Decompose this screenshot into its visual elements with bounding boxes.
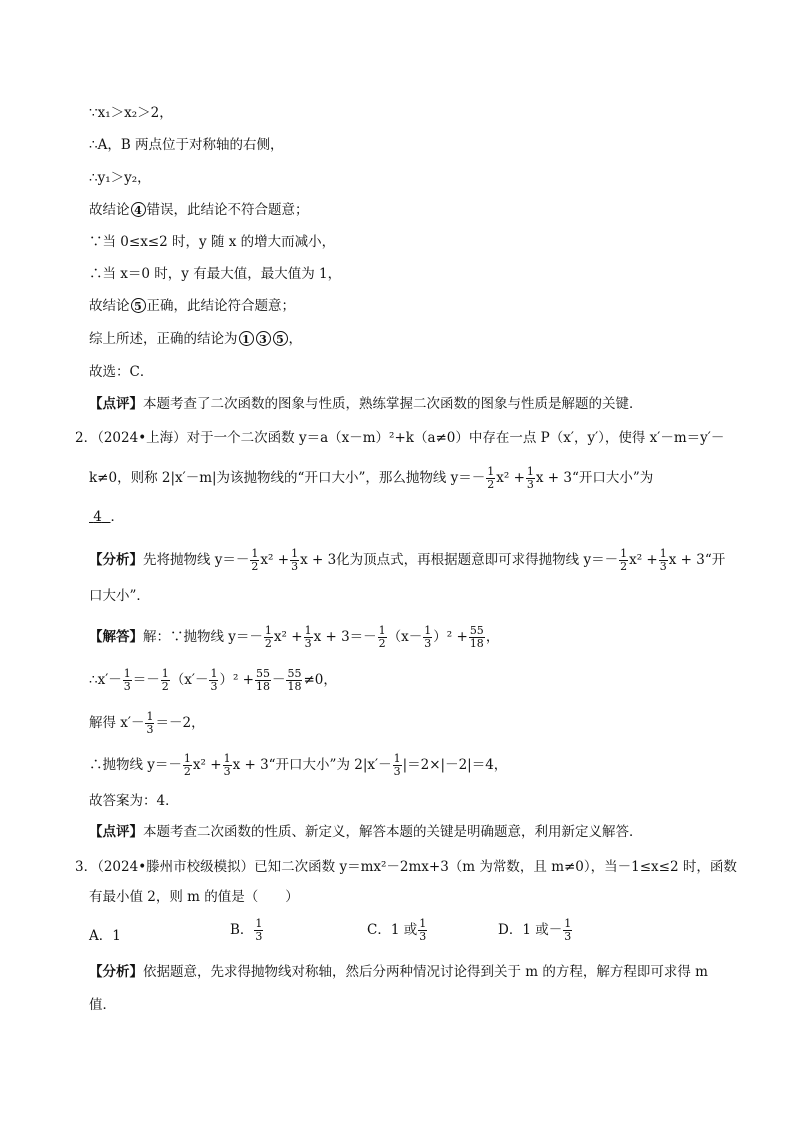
circled-number: 4	[131, 202, 146, 217]
circled-number: 5	[273, 331, 288, 346]
text: x + 3“开口大小”为	[535, 470, 654, 486]
analysis-line: 值．	[89, 997, 116, 1013]
fraction: $\frac{1}{3}$	[291, 547, 299, 573]
text: 正确，此结论符合题意；	[146, 298, 295, 314]
analysis-tag: 【分析】	[89, 552, 143, 568]
option-a: A．1	[89, 928, 121, 944]
option-c: C．1 或 $\frac{1}{3}$	[367, 917, 427, 943]
fraction: $\frac{1}{2}$	[620, 547, 628, 573]
fraction: $\frac{1}{3}$	[255, 917, 263, 943]
review-tag: 【点评】	[89, 824, 143, 840]
fraction: $\frac{1}{3}$	[123, 667, 131, 693]
question-2-line: 2．（2024•上海）对于一个二次函数 y＝a（x－m）²+k（a≠0）中存在一点 P（x′，y′），使得 x′－m＝y′－	[75, 430, 725, 446]
circled-number: 3	[256, 331, 271, 346]
fraction: $\frac{1}{3}$	[564, 917, 572, 943]
question-3-line: 3．（2024•滕州市校级模拟）已知二次函数 y＝mx²－2mx+3（m 为常数，且 m≠0），当－1≤x≤2 时，函数	[75, 859, 737, 875]
fraction: $\frac{1}{2}$	[487, 465, 495, 491]
fraction: $\frac{1}{2}$	[183, 752, 191, 778]
text: 本题考查了二次函数的图象与性质，熟练掌握二次函数的图象与性质是解题的关键．	[143, 396, 643, 412]
text: 故结论	[89, 202, 130, 218]
review-tag: 【点评】	[89, 396, 143, 412]
text-line	[89, 329, 302, 349]
solution-line: ∴x′－ $\frac{1}{3}$ ＝－ $\frac{1}{2}$ （x′－ $\frac{1}{3}$ ）² + $\frac{55}{18}$ － $\frac{55}{18}$ ≠0，	[89, 667, 337, 693]
analysis-line: 【分析】先将抛物线 y＝－ $\frac{1}{2}$ x² + $\frac{1}{3}$ x + 3化为顶点式，再根据题意即可求得抛物线 y＝－ $\frac{1}{2}$ x² + $\frac{1}{3}$ x + 3“开	[89, 547, 726, 573]
text-line: ∵当 0≤x≤2 时，y 随 x 的增大而减小，	[89, 234, 336, 250]
fraction: $\frac{1}{3}$	[419, 917, 427, 943]
fraction: $\frac{55}{18}$	[255, 667, 270, 693]
text-line: ∴A，B 两点位于对称轴的右侧，	[89, 137, 284, 153]
option-b: B． $\frac{1}{3}$	[230, 917, 263, 943]
text: 错误，此结论不符合题意；	[146, 202, 309, 218]
fraction: $\frac{1}{3}$	[659, 547, 667, 573]
question-3-line: 有最小值 2，则 m 的值是（ ）	[89, 889, 299, 905]
text: ，	[288, 331, 302, 347]
fraction: $\frac{1}{2}$	[251, 547, 259, 573]
text-line: ∴y₁＞y₂，	[89, 170, 151, 186]
fraction: $\frac{55}{18}$	[469, 624, 484, 650]
fraction: $\frac{1}{3}$	[146, 710, 154, 736]
circled-number: 5	[131, 298, 146, 313]
text-line: ∵x₁＞x₂＞2，	[89, 105, 173, 121]
answer-blank: 4	[93, 509, 102, 525]
fraction: $\frac{1}{2}$	[264, 624, 272, 650]
question-2-answer-line	[89, 507, 124, 527]
solution-line: ∴抛物线 y＝－ $\frac{1}{2}$ x² + $\frac{1}{3}$ x + 3“开口大小”为 2|x′－ $\frac{1}{3}$ |＝2×|－2|＝4，	[89, 752, 508, 778]
fraction: $\frac{1}{3}$	[526, 465, 534, 491]
fraction: $\frac{1}{3}$	[210, 667, 218, 693]
analysis-tag: 【分析】	[89, 964, 143, 980]
text-line: 故选：C．	[89, 364, 154, 380]
review-line: 【点评】本题考查二次函数的性质、新定义，解答本题的关键是明确题意，利用新定义解答．	[89, 824, 643, 840]
option-d: D．1 或－ $\frac{1}{3}$	[498, 917, 572, 943]
analysis-line: 口大小”．	[89, 588, 150, 604]
solution-line: 解得 x′－ $\frac{1}{3}$ ＝－2，	[89, 710, 205, 736]
solution-line: 【解答】解：∵抛物线 y＝－ $\frac{1}{2}$ x² + $\frac{1}{3}$ x + 3＝－ $\frac{1}{2}$ （x－ $\frac{1}{3}$ ）² + $\frac{55}{18}$ ，	[89, 624, 500, 650]
text-line: ∴当 x＝0 时，y 有最大值，最大值为 1，	[89, 266, 342, 282]
fraction: $\frac{1}{3}$	[223, 752, 231, 778]
fraction: $\frac{1}{2}$	[161, 667, 169, 693]
solution-tag: 【解答】	[89, 629, 143, 645]
circled-number: 1	[239, 331, 254, 346]
fraction: $\frac{1}{3}$	[424, 624, 432, 650]
text: 故结论	[89, 298, 130, 314]
fraction: $\frac{1}{2}$	[378, 624, 386, 650]
fraction: $\frac{1}{3}$	[304, 624, 312, 650]
text-line	[89, 200, 309, 220]
fraction: $\frac{1}{3}$	[393, 752, 401, 778]
question-2-line	[89, 466, 653, 491]
text: x² +	[496, 470, 525, 486]
fraction: $\frac{55}{18}$	[287, 667, 302, 693]
analysis-line: 【分析】依据题意，先求得抛物线对称轴，然后分两种情况讨论得到关于 m 的方程，解方程即可求得 m	[89, 964, 708, 980]
review-line	[89, 394, 643, 414]
text-line	[89, 296, 295, 316]
text: ．	[110, 509, 124, 525]
text: 综上所述，正确的结论为	[89, 331, 238, 347]
text: k≠0，则称 2|x′－m|为该抛物线的“开口大小”，那么抛物线 y＝－	[89, 470, 486, 486]
solution-line: 故答案为：4．	[89, 793, 179, 809]
